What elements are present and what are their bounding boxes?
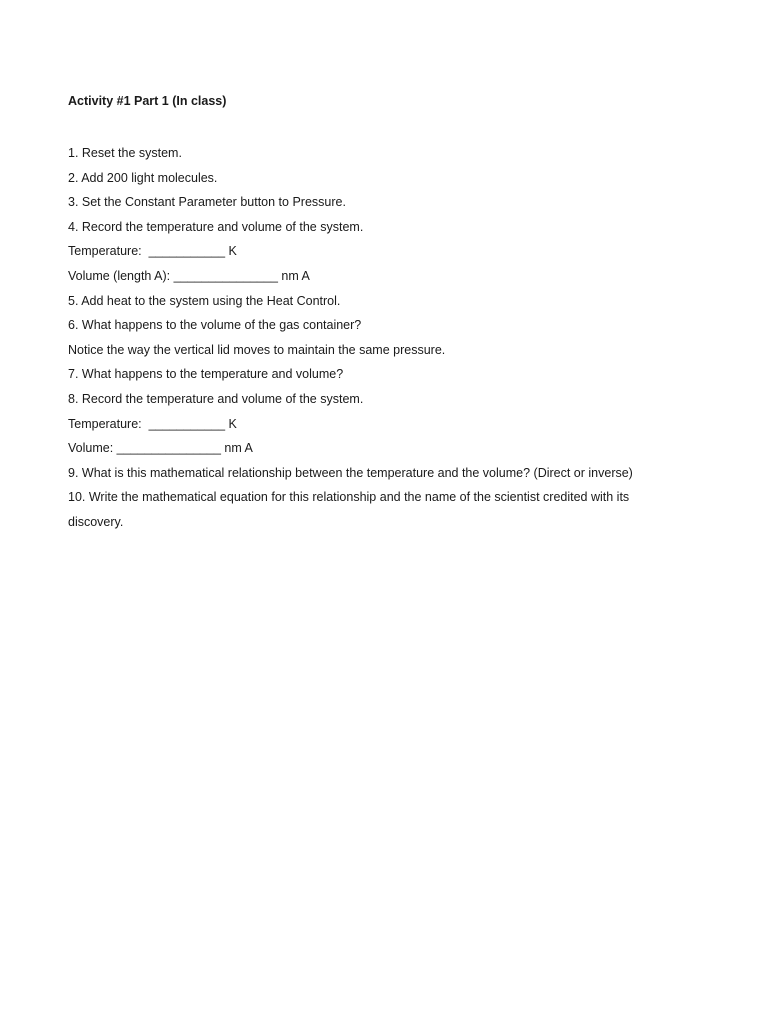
instruction-line: 6. What happens to the volume of the gas container?: [68, 318, 362, 333]
volume-blank-line: Volume (length A): _______________ nm A: [68, 268, 310, 283]
activity-heading: Activity #1 Part 1 (In class): [68, 94, 227, 108]
instruction-line: 7. What happens to the temperature and volume?: [68, 367, 344, 382]
instruction-line: 9. What is this mathematical relationship between the temperature and the volume? (Direct or inverse): [68, 465, 633, 480]
temperature-blank-line: Temperature: ___________ K: [68, 416, 237, 431]
instruction-line: 8. Record the temperature and volume of the system.: [68, 391, 364, 406]
instruction-line: 5. Add heat to the system using the Heat Control.: [68, 293, 341, 308]
activity-instructions: [68, 141, 708, 535]
document-page: [68, 91, 708, 535]
instruction-line: 2. Add 200 light molecules.: [68, 170, 218, 185]
instruction-line: Notice the way the vertical lid moves to maintain the same pressure.: [68, 342, 446, 357]
instruction-line: 1. Reset the system.: [68, 146, 182, 160]
instruction-line: 4. Record the temperature and volume of the system.: [68, 219, 364, 234]
temperature-blank-line: Temperature: ___________ K: [68, 244, 237, 259]
instruction-line: 10. Write the mathematical equation for this relationship and the name of the scientist credited with its: [68, 490, 630, 505]
instruction-line: discovery.: [68, 514, 124, 529]
instruction-line: 3. Set the Constant Parameter button to Pressure.: [68, 195, 346, 210]
volume-blank-line: Volume: _______________ nm A: [68, 441, 253, 456]
